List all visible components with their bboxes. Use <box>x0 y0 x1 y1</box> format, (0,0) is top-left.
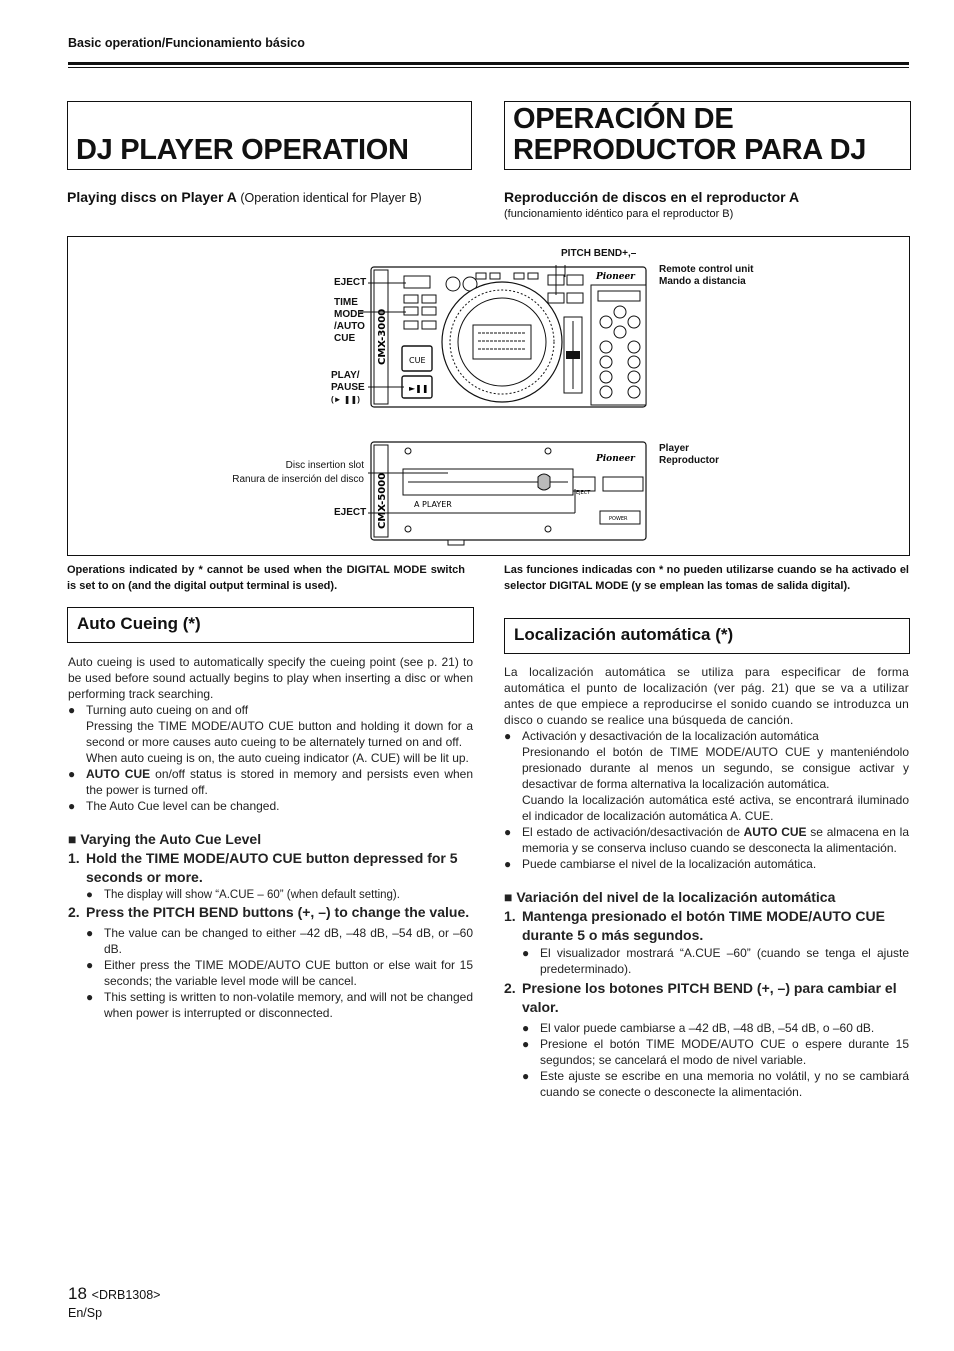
section-heading-es: Localización automática (*) <box>504 618 910 654</box>
device-illustration <box>68 237 911 557</box>
list-item: ● El estado de activación/desactivación de AUTO CUE se almacena en la memoria y se conserva incluso cuando se desconecta la alimentación. <box>504 825 909 855</box>
bullet-icon: ● <box>86 990 94 1004</box>
bullet-icon: ● <box>86 926 94 940</box>
bullet-icon: ● <box>68 703 76 717</box>
page-language: En/Sp <box>68 1306 103 1320</box>
eject-button-label: EJECT <box>576 490 591 496</box>
step-2-note: ● This setting is written to non-volatile memory, and will not be changed when power is interrupted or disconnected. <box>86 990 473 1020</box>
step-2-es: 2. Presione los botones PITCH BEND (+, –) para cambiar el valor. <box>504 980 897 1015</box>
subtitle-en-normal: (Operation identical for Player B) <box>236 191 422 205</box>
subtitle-en-bold: Playing discs on Player A <box>67 189 237 205</box>
page-title-en: DJ PLAYER OPERATION <box>76 134 409 166</box>
model-label-unit: CMX-3000 <box>377 308 388 365</box>
note-es: Las funciones indicadas con * no pueden utilizarse cuando se ha activado el selector DIGITAL MODE (y se emplean las tomas de salida digital). <box>504 564 909 592</box>
page-title-es-line1: OPERACIÓN DE <box>513 103 734 135</box>
square-icon: ■ <box>504 889 513 905</box>
square-icon: ■ <box>68 831 77 847</box>
bullet-icon: ● <box>522 946 530 960</box>
bullet-icon: ● <box>522 1021 530 1035</box>
label-remote: Remote control unit Mando a distancia <box>659 264 754 287</box>
cue-button-label: CUE <box>409 356 426 365</box>
list-item: ● Turning auto cueing on and off Pressing the TIME MODE/AUTO CUE button and holding it down for a second or more causes auto cueing to be alternately turned on and off. When auto cueing is on, the auto cueing indicator (A. CUE) will be lit up. <box>68 703 473 765</box>
label-eject-top: EJECT <box>334 277 367 288</box>
play-pause-button-label: ►❚❚ <box>409 384 429 393</box>
running-header: Basic operation/Funcionamiento básico <box>68 36 305 50</box>
note-en: Operations indicated by * cannot be used when the DIGITAL MODE switch is set to on (and the digital output terminal is used). <box>67 564 465 592</box>
player-mark: A PLAYER <box>414 500 452 509</box>
bullet-icon: ● <box>68 767 76 781</box>
step-2-note: ● Este ajuste se escribe en una memoria no volátil, y no se cambiará cuando se conecte o desconecte la alimentación. <box>522 1069 909 1099</box>
label-disc-slot: Disc insertion slot Ranura de inserción del disco <box>232 460 364 485</box>
doc-code: <DRB1308> <box>91 1288 161 1302</box>
header-rule <box>68 62 909 65</box>
bullet-icon: ● <box>86 889 93 901</box>
step-1-note: ● The display will show “A.CUE – 60” (when default setting). <box>86 889 400 901</box>
column-en <box>68 654 473 1021</box>
page-number: 18 <DRB1308> <box>68 1284 161 1303</box>
list-item: ● AUTO CUE on/off status is stored in memory and persists even when the power is turned off. <box>68 767 474 797</box>
intro-es: La localización automática se utiliza para especificar de forma automática el punto de localización (ver pág. 21) que se va a utilizar antes de que empiece a reproducirse el sonido cuando se introduzca un disco o cuando se realice una búsqueda de canción. <box>504 665 909 727</box>
bullet-icon: ● <box>504 729 512 743</box>
player-diagram <box>67 236 910 556</box>
step-1-es: 1. Mantenga presionado el botón TIME MODE/AUTO CUE durante 5 o más segundos. <box>504 908 885 943</box>
brand-player: Pioneer <box>596 454 635 464</box>
model-label-player: CMX-5000 <box>377 472 388 529</box>
bullet-icon: ● <box>86 958 94 972</box>
bullet-icon: ● <box>504 857 512 871</box>
label-player: Player Reproductor <box>659 443 719 466</box>
section-heading-en: Auto Cueing (*) <box>67 607 474 643</box>
column-es <box>504 664 909 1100</box>
subheading-es: ■ Variación del nivel de la localización automática <box>504 889 836 905</box>
label-eject-bottom: EJECT <box>334 507 367 518</box>
step-1-en: 1. Hold the TIME MODE/AUTO CUE button depressed for 5 seconds or more. <box>68 850 458 885</box>
step-2-en: 2. Press the PITCH BEND buttons (+, –) to change the value. <box>68 904 470 920</box>
power-button-label: POWER <box>609 516 628 522</box>
subtitle-es-note: (funcionamiento idéntico para el reproductor B) <box>504 208 734 220</box>
brand-unit: Pioneer <box>596 272 635 282</box>
step-2-note: ● El valor puede cambiarse a –42 dB, –48 dB, –54 dB, o –60 dB. <box>522 1021 875 1035</box>
subheading-en: ■ Varying the Auto Cue Level <box>68 831 262 847</box>
title-box-en <box>67 101 472 170</box>
step-1-note: ● El visualizador mostrará “A.CUE –60” (cuando se tenga el ajuste predeterminado). <box>522 946 909 976</box>
title-box-es <box>504 101 911 170</box>
bullet-icon: ● <box>522 1069 530 1083</box>
list-item: ● Puede cambiarse el nivel de la localización automática. <box>504 857 817 871</box>
subtitle-en <box>67 189 422 205</box>
bullet-icon: ● <box>504 825 512 839</box>
subtitle-es: Reproducción de discos en el reproductor A <box>504 189 800 205</box>
label-play-pause: PLAY/ PAUSE (► ❚❚) <box>331 370 365 404</box>
list-item: ● Activación y desactivación de la localización automática Presionando el botón de TIME MODE/AUTO CUE y manteniéndolo presionado durante al menos un segundo, se consigue activar y desactivar de forma alternativa la localización automática. Cuando la localización automática esté activa, se encontrará iluminado el indicador de localización automática A. CUE. <box>504 729 909 823</box>
step-2-note: ● Presione el botón TIME MODE/AUTO CUE o espere durante 15 segundos; se cancelará el modo de nivel variable. <box>522 1037 909 1067</box>
step-2-note: ● Either press the TIME MODE/AUTO CUE button or else wait for 15 seconds; the variable level mode will be cancel. <box>86 958 473 988</box>
list-item: ● The Auto Cue level can be changed. <box>68 799 280 813</box>
bullet-icon: ● <box>68 799 76 813</box>
label-time-mode: TIME MODE /AUTO CUE <box>334 297 365 344</box>
bullet-icon: ● <box>522 1037 530 1051</box>
intro-en: Auto cueing is used to automatically specify the cueing point (see p. 21) to be used before sound actually begins to play when inserting a disc or when performing track searching. <box>68 655 473 701</box>
label-pitch-bend: PITCH BEND+,– <box>561 248 637 259</box>
page-title-es-line2: REPRODUCTOR PARA DJ <box>513 134 867 166</box>
step-2-note: ● The value can be changed to either –42 dB, –48 dB, –54 dB, or –60 dB. <box>86 926 473 956</box>
header-rule-thin <box>68 67 909 68</box>
